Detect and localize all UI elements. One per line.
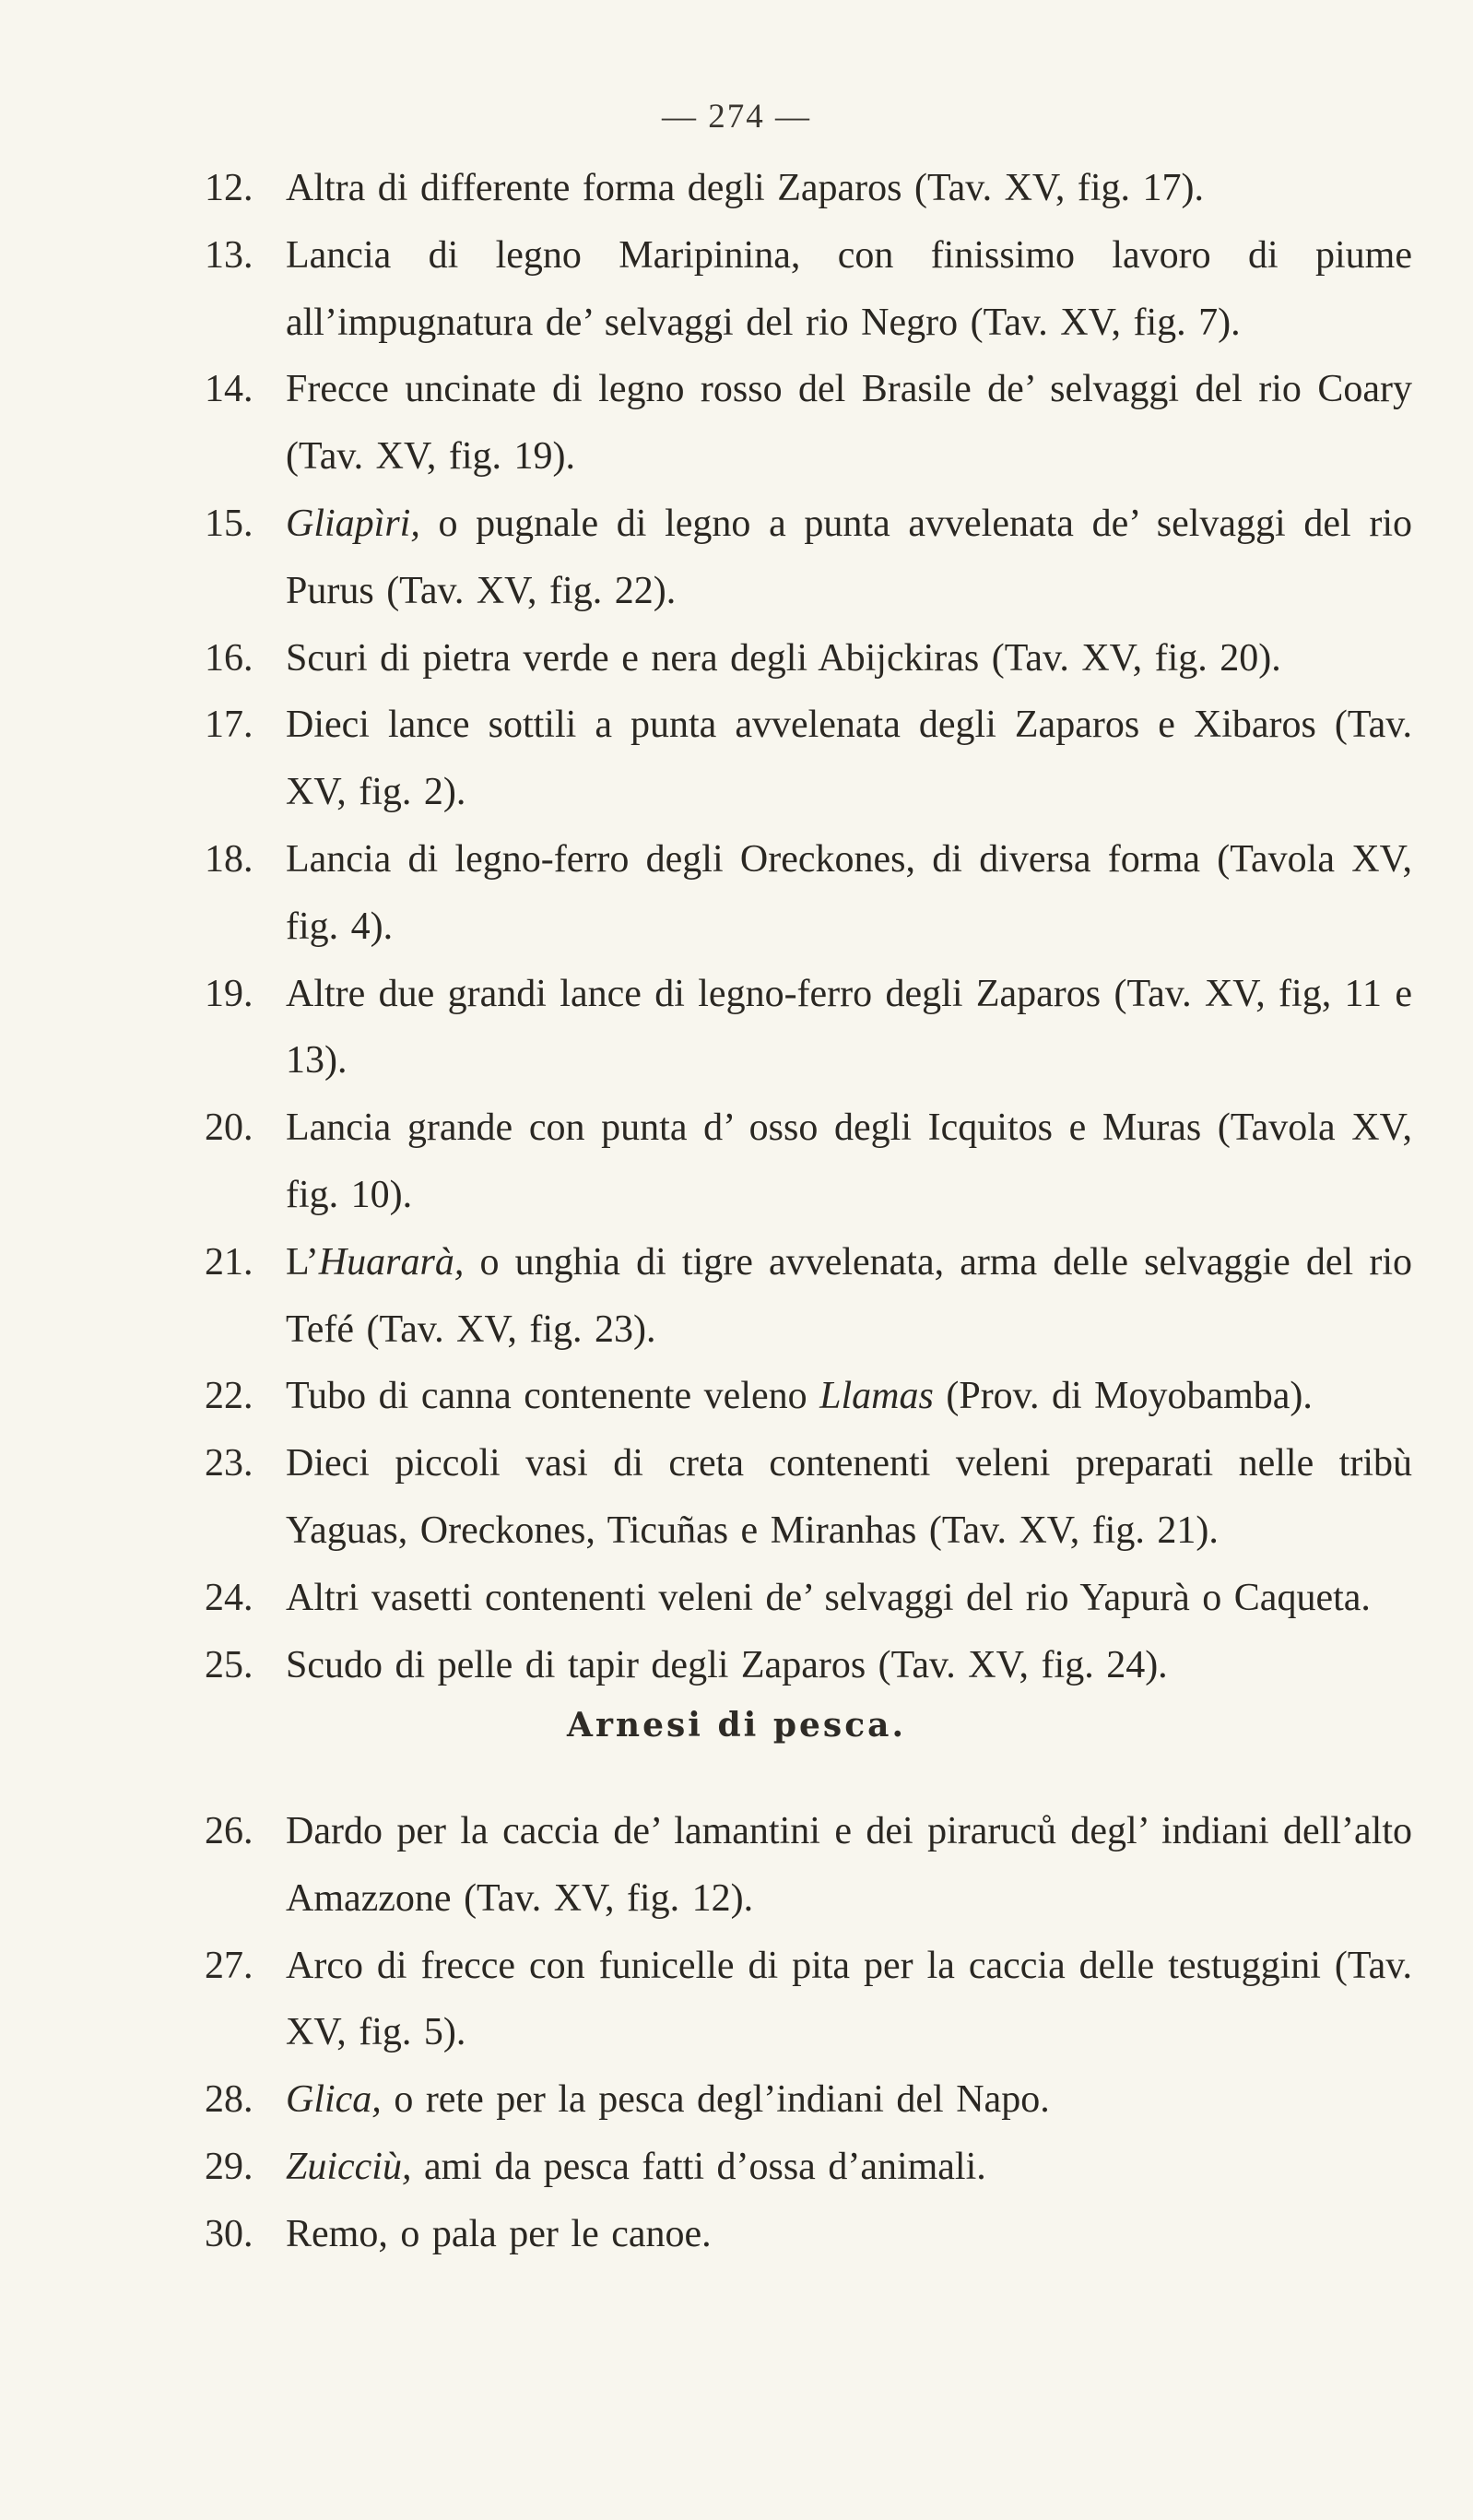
entry-number: 24. (205, 1576, 253, 1619)
entry-text: Scuri di pietra verde e nera degli Abijckiras (Tav. XV, fig. 20). (286, 636, 1281, 680)
entry-number: 18. (205, 837, 253, 881)
entry-description (286, 234, 1412, 344)
page-number: — 274 — (662, 98, 811, 136)
entry-number: 30. (205, 2212, 253, 2255)
entry-italic-term: Glica, (286, 2078, 382, 2122)
catalog-entry (205, 155, 1412, 222)
catalog-entry (205, 692, 1412, 826)
catalog-entry (205, 1430, 1412, 1565)
entry-text: Remo, o pala per le canoe. (286, 2212, 712, 2255)
entry-text: L’ (286, 1240, 319, 1284)
entry-description (286, 637, 1281, 680)
entry-text: Altre due grandi lance di legno-ferro degli Zaparos (Tav. XV, fig, 11 e 13). (286, 972, 1412, 1083)
entry-number: 14. (205, 368, 253, 411)
catalog-entry (205, 826, 1412, 961)
entry-text: Tubo di canna contenente veleno (286, 1375, 820, 1418)
entry-description (286, 838, 1412, 948)
entry-description (286, 503, 1412, 612)
entry-description (286, 1644, 1168, 1686)
entry-text: Dieci piccoli vasi di creta contenenti veleni preparati nelle tribù Yaguas, Oreckones, Ticuñas e Miranhas (Tav. XV, fig. 21). (286, 1442, 1412, 1552)
catalog-list-weapons (205, 155, 1412, 1698)
entry-number: 28. (205, 2078, 253, 2122)
catalog-entry (205, 1933, 1412, 2067)
entry-text-continued: ami da pesca fatti d’ossa d’animali. (411, 2145, 986, 2188)
entry-description (286, 2213, 712, 2255)
catalog-entry (205, 1229, 1412, 1364)
entry-description (286, 1577, 1371, 1619)
catalog-entry (205, 222, 1412, 357)
catalog-entry (205, 2066, 1412, 2134)
entry-text: Arco di frecce con funicelle di pita per la caccia delle testuggini (Tav. XV, fig. 5). (286, 1944, 1412, 2054)
entry-text-continued: (Prov. di Moyobamba). (933, 1375, 1313, 1418)
catalog-entry (205, 625, 1412, 692)
catalog-entry (205, 1798, 1412, 1933)
entry-italic-term: Gliapìri, (286, 502, 420, 545)
entry-text: Lancia di legno Maripinina, con finissimo lavoro di piume all’impugnatura de’ selvaggi del rio Negro (Tav. XV, fig. 7). (286, 233, 1412, 344)
entry-italic-term: Zuicciù, (286, 2145, 412, 2188)
entry-description (286, 1442, 1412, 1552)
entry-description (286, 704, 1412, 813)
catalog-entry (205, 356, 1412, 491)
entry-text-continued: o unghia di tigre avvelenata, arma delle selvaggie del rio Tefé (Tav. XV, fig. 23). (286, 1240, 1412, 1351)
entry-number: 15. (205, 502, 253, 545)
entry-description (286, 368, 1412, 478)
catalog-entry (205, 1363, 1412, 1430)
entry-number: 27. (205, 1944, 253, 1987)
entry-description (286, 2078, 1050, 2121)
entry-description (286, 1106, 1412, 1216)
entry-text: Lancia di legno-ferro degli Oreckones, di diversa forma (Tavola XV, fig. 4). (286, 837, 1412, 948)
entry-text: Altra di differente forma degli Zaparos (Tav. XV, fig. 17). (286, 167, 1204, 209)
entry-text-continued: o rete per la pesca degl’indiani del Napo. (381, 2078, 1050, 2122)
entry-number: 26. (205, 1810, 253, 1852)
catalog-entry (205, 1632, 1412, 1699)
catalog-entry (205, 2134, 1412, 2201)
catalog-entry (205, 2201, 1412, 2268)
entry-number: 23. (205, 1442, 253, 1485)
entry-number: 21. (205, 1240, 253, 1284)
entry-number: 17. (205, 704, 253, 747)
catalog-list-fishing (205, 1798, 1412, 2268)
entry-text: Dardo per la caccia de’ lamantini e dei piraruců degl’ indiani dell’alto Amazzone (Tav. XV, fig. 12). (286, 1810, 1412, 1920)
entry-number: 20. (205, 1106, 253, 1150)
catalog-entry (205, 961, 1412, 1095)
entry-number: 12. (205, 167, 253, 209)
entry-description (286, 167, 1204, 209)
entry-italic-term: Llamas (819, 1375, 934, 1418)
entry-number: 16. (205, 636, 253, 680)
entry-description (286, 1810, 1412, 1920)
entry-number: 22. (205, 1375, 253, 1418)
entry-italic-term: Huararà, (318, 1240, 465, 1284)
entry-number: 25. (205, 1643, 253, 1686)
entry-description (286, 1945, 1412, 2054)
entry-description (286, 2146, 986, 2188)
entry-text: Lancia grande con punta d’ osso degli Icquitos e Muras (Tavola XV, fig. 10). (286, 1106, 1412, 1216)
entry-number: 29. (205, 2145, 253, 2188)
entry-description (286, 973, 1412, 1083)
entry-text: Frecce uncinate di legno rosso del Brasile de’ selvaggi del rio Coary (Tav. XV, fig. 19). (286, 368, 1412, 479)
entry-text: Scudo di pelle di tapir degli Zaparos (Tav. XV, fig. 24). (286, 1643, 1168, 1686)
catalog-entry (205, 1565, 1412, 1632)
entry-number: 19. (205, 972, 253, 1015)
catalog-entry (205, 491, 1412, 625)
entry-description (286, 1241, 1412, 1351)
entry-text-continued: o pugnale di legno a punta avvelenata de’ selvaggi del rio Purus (Tav. XV, fig. 22). (286, 502, 1412, 612)
section-heading: Arnesi di pesca. (567, 1706, 906, 1745)
entry-text: Dieci lance sottili a punta avvelenata degli Zaparos e Xibaros (Tav. XV, fig. 2). (286, 704, 1412, 814)
entry-number: 13. (205, 233, 253, 277)
catalog-entry (205, 1094, 1412, 1229)
entry-text: Altri vasetti contenenti veleni de’ selvaggi del rio Yapurà o Caqueta. (286, 1576, 1371, 1619)
entry-description (286, 1375, 1313, 1417)
